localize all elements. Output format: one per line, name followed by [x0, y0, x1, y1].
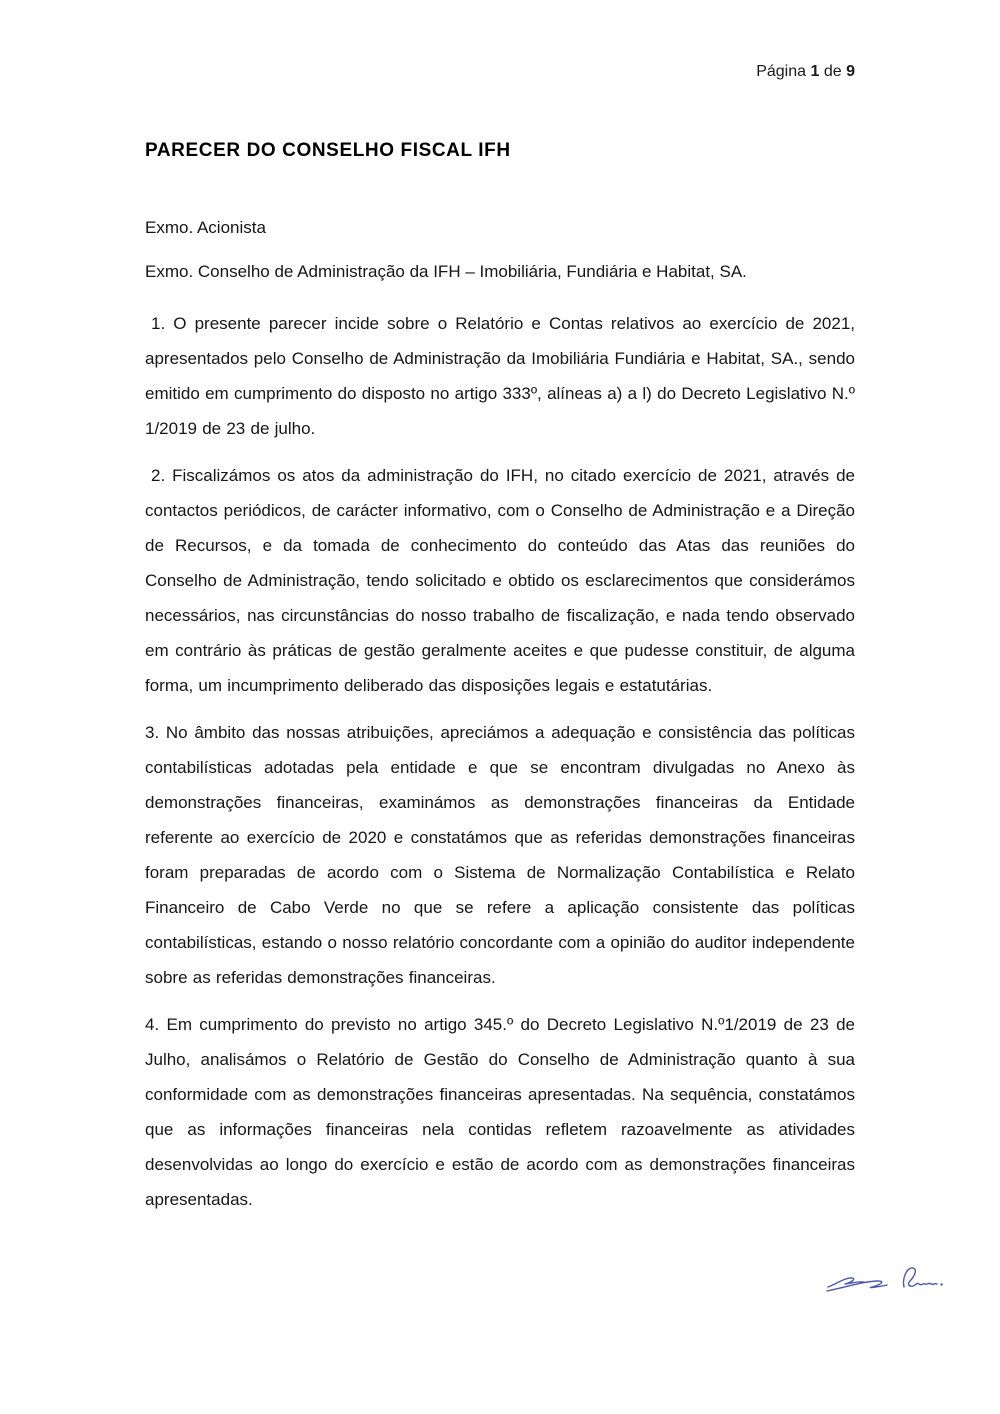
signature-stroke-left: [828, 1278, 864, 1287]
document-title: PARECER DO CONSELHO FISCAL IFH: [145, 140, 511, 161]
paragraph-2: 2. Fiscalizámos os atos da administração do IFH, no citado exercício de 2021, através de contactos periódicos, de carácter informativo, com o Conselho de Administração e a Direção de Recursos, e da tomada de conhecimento do conteúdo das Atas das reuniões do Conselho de Administração, tendo solicitado e obtido os esclarecimentos que considerámos necessários, nas circunstâncias do nosso trabalho de fiscalização, e nada tendo observado em contrário às práticas de gestão geralmente aceites e que pudesse constituir, de alguma forma, um incumprimento deliberado das disposições legais e estatutárias.: [145, 466, 855, 695]
signature-stroke-right: [904, 1268, 937, 1287]
paragraph-4: 4. Em cumprimento do previsto no artigo 345.º do Decreto Legislativo N.º1/2019 de 23 de Julho, analisámos o Relatório de Gestão do Conselho de Administração quanto à sua conformidade com as demonstrações financeiras apresentadas. Na sequência, constatámos que as informações financeiras nela contidas refletem razoavelmente as atividades desenvolvidas ao longo do exercício e estão de acordo com as demonstrações financeiras apresentadas.: [145, 1015, 855, 1209]
page-number-indicator: [145, 62, 855, 81]
signature-ink-icon: [824, 1258, 946, 1302]
salutation-line-1: Exmo. Acionista: [145, 218, 266, 237]
page-label: Página: [756, 63, 807, 80]
total-pages-number: 9: [846, 63, 855, 80]
paragraph-1: 1. O presente parecer incide sobre o Relatório e Contas relativos ao exercício de 2021, apresentados pelo Conselho de Administração da Imobiliária Fundiária e Habitat, SA., sendo emitido em cumprimento do disposto no artigo 333º, alíneas a) a l) do Decreto Legislativo N.º 1/2019 de 23 de julho.: [145, 314, 855, 438]
salutation-line-2: Exmo. Conselho de Administração da IFH – Imobiliária, Fundiária e Habitat, SA.: [145, 262, 747, 281]
signature-image: [824, 1258, 946, 1302]
signature-dot: [940, 1283, 942, 1285]
page-separator: de: [823, 63, 842, 80]
paragraph-3: 3. No âmbito das nossas atribuições, apreciámos a adequação e consistência das políticas contabilísticas adotadas pela entidade e que se encontram divulgadas no Anexo às demonstrações financeiras, examinámos as demonstrações financeiras da Entidade referente ao exercício de 2020 e constatámos que as referidas demonstrações financeiras foram preparadas de acordo com o Sistema de Normalização Contabilística e Relato Financeiro de Cabo Verde no que se refere a aplicação consistente das políticas contabilísticas, estando o nosso relatório concordante com a opinião do auditor independente sobre as referidas demonstrações financeiras.: [145, 723, 855, 987]
current-page-number: 1: [810, 63, 820, 80]
